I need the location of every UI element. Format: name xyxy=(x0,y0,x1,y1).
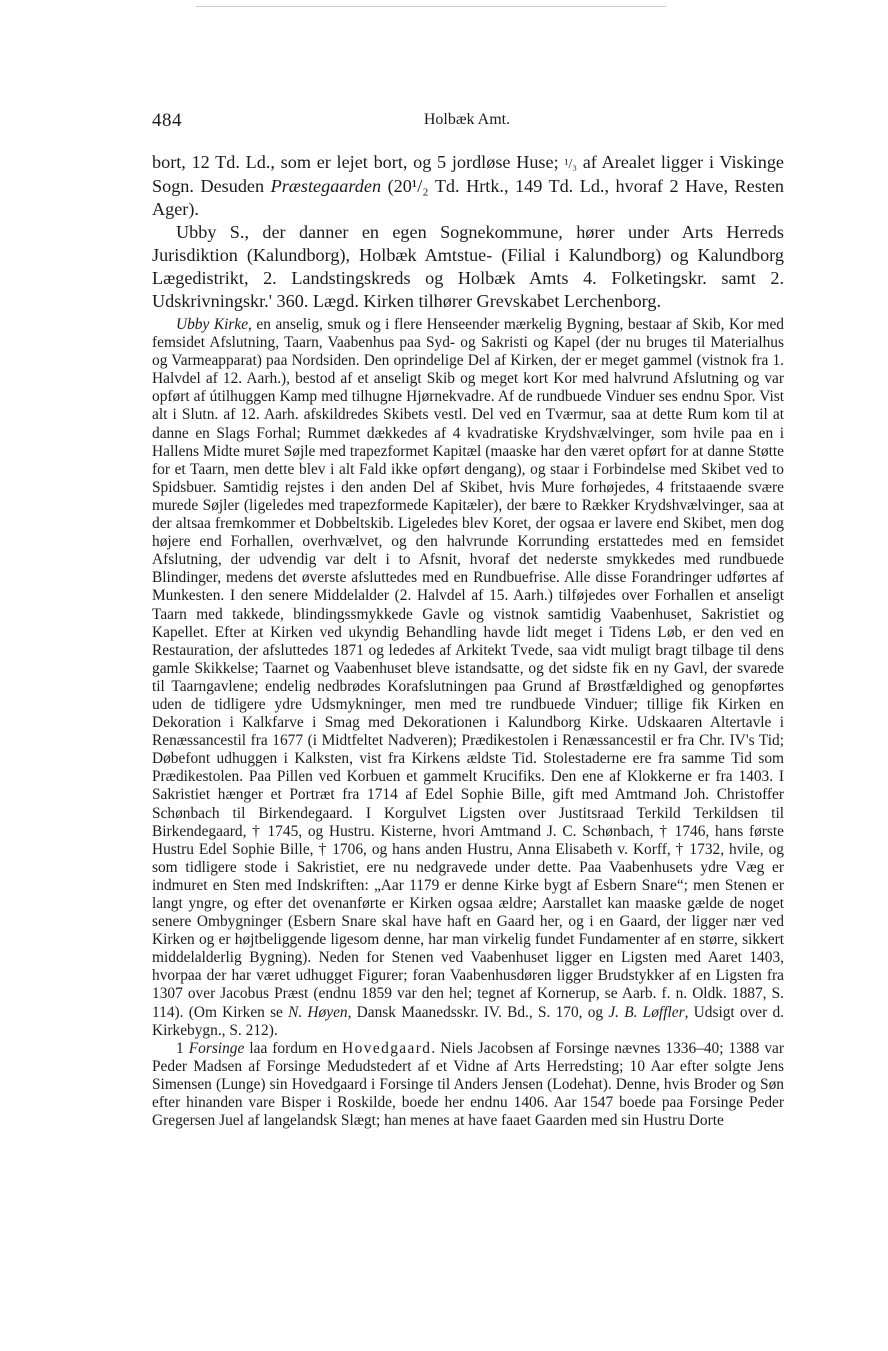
church-title: Ubby Kirke xyxy=(176,316,249,333)
spaced-term: Hovedgaard xyxy=(342,1039,432,1057)
author-name: N. Høyen xyxy=(288,1003,348,1021)
place-name: Forsinge xyxy=(188,1039,245,1057)
running-head: Holbæk Amt. xyxy=(423,111,511,128)
scan-edge-line xyxy=(196,6,666,7)
emphasized-term: Præstegaarden xyxy=(270,176,382,196)
fraction: ¹/₃ xyxy=(564,156,577,171)
body-text-large xyxy=(152,151,784,313)
parish-paragraph: Ubby S., der danner en egen Sognekommune, hører under Arts Herreds Jurisdiktion (Kalundborg), Holbæk Amtstue- (Filial i Kalundborg) og Kalundborg Lægedistrikt, 2. Landstingskreds og Holbæk Amts 4. Folketingskr. samt 2. Udskrivningskr.' 360. Lægd. Kirken tilhører Grevskabet Lerchenborg. xyxy=(152,222,784,311)
paragraph-continuation: bort, 12 Td. Ld., som er lejet bort, og 5 jordløse Huse; ¹/₃ af Arealet ligger i Viskinge Sogn. Desuden Præstegaarden (20¹/₂ Td. Hrtk., 149 Td. Ld., hvoraf 2 Have, Resten Ager). xyxy=(152,152,784,219)
body-text-small xyxy=(152,316,784,1130)
page-number: 484 xyxy=(152,110,182,131)
forsinge-paragraph: 1 Forsinge laa fordum en Hovedgaard. Niels Jacobsen af Forsinge nævnes 1336–40; 1388 var Peder Madsen af Forsinge Medudstedert af et Vidne af Arts Herredsting; 10 Aar efter solgte Jens Simensen (Lunge) sin Hovedgaard i Forsinge til Anders Jensen (Lodehat). Denne, hvis Broder og Søn efter hinanden vare Bisper i Roskilde, boede her endnu 1406. Aar 1547 boede paa Forsinge Peder Gregersen Juel af langelandsk Slægt; han menes at have faaet Gaarden med sin Hustru Dorte xyxy=(152,1039,785,1130)
page-header xyxy=(152,110,782,134)
church-paragraph: Ubby Kirke, en anselig, smuk og i flere Henseender mærkelig Bygning, bestaar af Skib, Kor med femsidet Afslutning, Taarn, Vaabenhus paa Syd- og Sakristi og Kapel (der nu bruges til Materialhus og Varmeapparat) paa Nordsiden. Den oprindelige Del af Kirken, der er meget gammel (vistnok fra 1. Halvdel af 12. Aarh.), bestod af et anseligt Skib og meget kort Kor med halvrund Afslutning og var opført af útilhuggen Kamp med tilhugne Hjørnekvadre. Af de rundbuede Vinduer ses endnu Spor. Vist alt i Slutn. af 12. Aarh. afskildredes Skibets vestl. Del ved en Tværmur, saa at dette Rum kom til at danne en Slags Forhal; Rummet dækkedes af 4 kvadratiske Krydshvælvinger, som hvile paa en i Hallens Midte muret Søjle med trapezformet Kapitæl (maaske har den været opført for at danne Støtte for et Taarn, men dette blev i alt Fald ikke opført dengang), og staar i Forbindelse med Skibet ved to Spidsbuer. Samtidig rejstes i den anden Del af Skibet, hvis Mure forhøjedes, 4 fritstaaende svære murede Søjler (ligeledes med trapezformede Kapitæler), der bære to Rækker Krydshvælvinger, saa at der altsaa fremkommer et Dobbeltskib. Ligeledes blev Koret, der ogsaa er lavere end Skibet, men dog højere end Forhallen, overhvælvet, og den halvrunde Korrunding erstattedes med en femsidet Afslutning, der udvendig var delt i to Afsnit, hvoraf det nederste smykkedes med rundbuede Blindinger, medens det øverste afsluttedes med en Rundbuefrise. Alle disse Forandringer udførtes af Munkesten. I den senere Middelalder (2. Halvdel af 15. Aarh.) tilføjedes over Forhallen et anseligt Taarn med takkede, blindingssmykkede Gavle og vistnok samtidig Vaabenhuset, Sakristiet og Kapellet. Efter at Kirken ved ukyndig Behandling havde lidt meget i Tidens Løb, er den ved en Restauration, der afsluttedes 1871 og lededes af Arkitekt Tvede, saa vidt muligt bragt tilbage til dens gamle Skikkelse; Taarnet og Vaabenhuset bleve istandsatte, og det sidste fik en ny Gavl, der svarede til Taarngavlene; endelig nedbrødes Korafslutningen paa Grund af Brøstfældighed og genopførtes uden de tidligere ydre Udsmykninger, men med tre rundbuede Vinduer; tillige fik Kirken en Dekoration i Kalkfarve i Smag med Dekorationen i Kalundborg Kirke. Udskaaren Altertavle i Renæssancestil fra 1677 (i Midtfeltet Nadveren); Prædikestolen i Renæssancestil er fra Chr. IV's Tid; Døbefont udhuggen i Kalksten, vist fra Kirkens ældste Tid. Stolestaderne ere fra samme Tid som Prædikestolen. Paa Pillen ved Korbuen et gammelt Krucifiks. Den ene af Klokkerne er fra 1403. I Sakristiet hænger et Portræt fra 1714 af Edel Sophie Bille, gift med Amtmand Joh. Christoffer Schønbach til Birkendegaard. I Korgulvet Ligsten over Justitsraad Terkild Terkildsen til Birkendegaard, † 1745, og Hustru. Kisterne, hvori Amtmand J. C. Schønbach, † 1746, hans første Hustru Edel Sophie Bille, † 1706, og hans anden Hustru, Anna Elisabeth v. Korff, † 1732, hvile, og som tidligere stode i Sakristiet, ere nu nedgravede under dette. Paa Vaabenhusets ydre Væg er indmuret en Sten med Indskriften: „Aar 1179 er denne Kirke bygt af Esbern Snare“; men Stenen er langt yngre, og efter det ovenanførte er Kirken ogsaa ældre; Aarstallet kan maaske gælde de noget senere Ombygninger (Esbern Snare skal have haft en Gaard her, og i en Gaard, der ligger nær ved Kirken og er højtbeliggende ligesom denne, har man virkelig fundet Fundamenter af en større, sikkert middelalderlig Bygning). Neden for Stenen ved Vaabenhuset ligger en Ligsten med Aaret 1403, hvorpaa der har været udhugget Figurer; foran Vaabenhusdøren ligger Brudstykker af en Ligsten fra 1307 over Jacobus Præst (endnu 1859 var den hel; tegnet af Kornerup, se Aarb. f. n. Oldk. 1887, S. 114). (Om Kirken se N. Høyen, Dansk Maanedsskr. IV. Bd., S. 170, og J. B. Løffler, Udsigt over d. Kirkebygn., S. 212). xyxy=(152,316,785,1039)
footnote-mark: 1 xyxy=(176,1039,184,1057)
author-name: J. B. Løffler xyxy=(608,1003,685,1021)
